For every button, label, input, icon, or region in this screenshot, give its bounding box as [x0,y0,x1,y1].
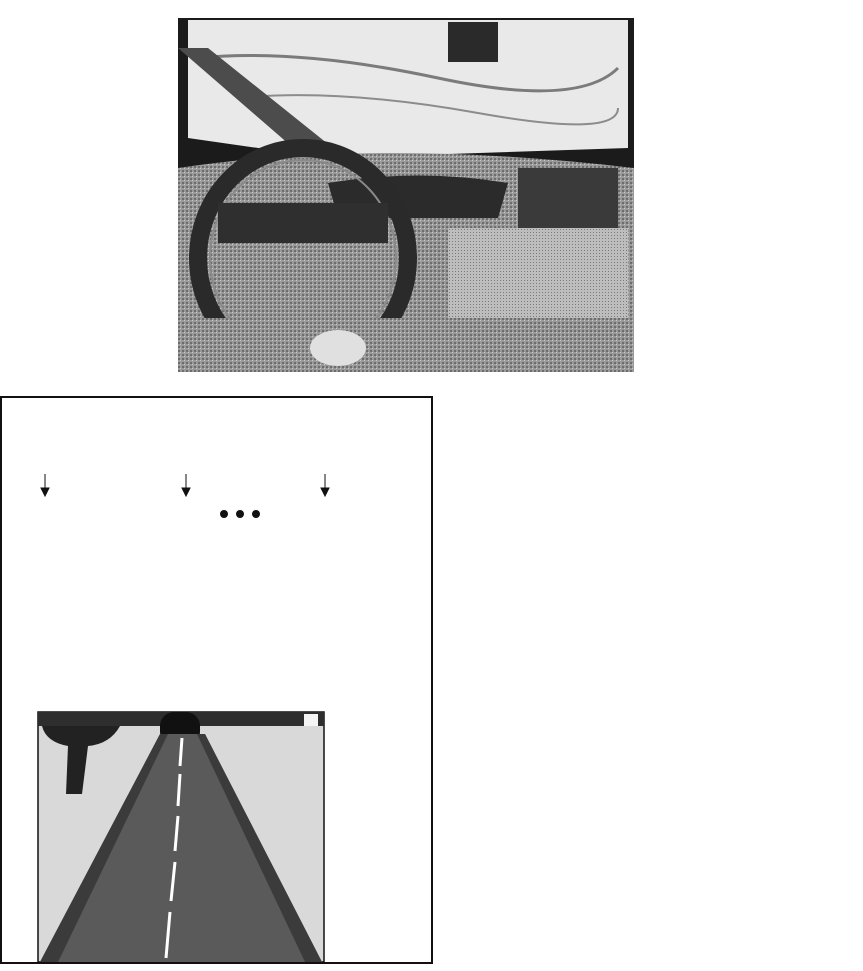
driver-hand [310,330,366,366]
network-diagram [0,396,433,964]
vehicle-ahead [448,22,498,62]
dashboard-photo [178,18,634,372]
weight-activation-visualization [530,528,856,874]
arrow-down-icon [41,474,49,496]
arrow-down-icon [321,474,329,496]
input-retina-image [38,712,324,962]
ellipsis-dots [220,510,260,518]
arrow-down-icon [182,474,190,496]
